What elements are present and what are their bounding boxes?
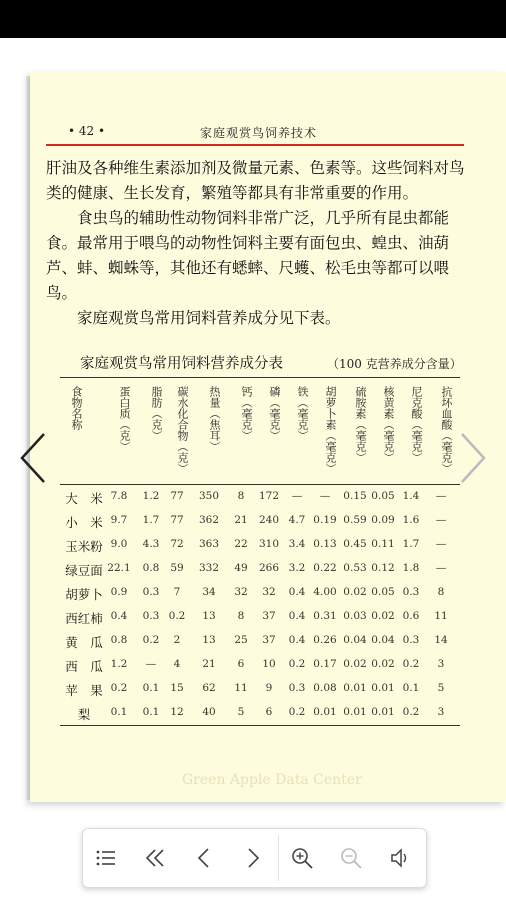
table-cell: 3 — [437, 658, 445, 670]
table-cell: 13 — [202, 610, 216, 622]
table-cell: 7.8 — [110, 490, 128, 502]
table-cell: 0.3 — [402, 634, 420, 646]
column-header: 热量（焦耳） — [208, 386, 221, 452]
table-header-rule — [60, 484, 460, 485]
table-cell: 0.8 — [110, 634, 128, 646]
row-food-name: 胡萝卜 — [65, 587, 103, 602]
row-food-name: 黄 瓜 — [65, 635, 103, 650]
column-header: 胡萝卜素（毫克） — [324, 386, 337, 474]
table-cell: 0.1 — [142, 706, 160, 718]
table-cell: 0.2 — [142, 634, 160, 646]
column-header: 食物名称 — [70, 386, 83, 430]
table-row — [60, 586, 460, 608]
table-cell: 11 — [234, 682, 248, 694]
table-cell: 362 — [198, 514, 220, 526]
first-page-button[interactable] — [138, 841, 172, 875]
table-cell: 0.1 — [402, 682, 420, 694]
table-cell: 0.08 — [313, 682, 337, 694]
table-cell: 0.2 — [402, 658, 420, 670]
table-row — [60, 514, 460, 536]
table-subtitle: （100 克营养成分含量） — [327, 357, 462, 371]
toolbar-divider — [278, 835, 279, 881]
prev-page-icon — [192, 846, 216, 870]
table-cell: — — [145, 658, 157, 670]
table-cell: 32 — [234, 586, 248, 598]
table-cell: 22 — [234, 538, 248, 550]
table-cell: 0.31 — [313, 610, 337, 622]
table-cell: — — [435, 514, 447, 526]
table-cell: 11 — [434, 610, 448, 622]
table-cell: 22.1 — [107, 562, 131, 574]
table-cell: 0.2 — [168, 610, 186, 622]
column-header: 磷（毫克） — [268, 386, 281, 441]
column-header: 蛋白质（克） — [118, 386, 131, 452]
table-cell: 266 — [258, 562, 280, 574]
table-cell: 0.26 — [313, 634, 337, 646]
table-cell: 0.2 — [288, 658, 306, 670]
row-food-name: 小 米 — [65, 515, 103, 530]
table-row — [60, 682, 460, 704]
table-cell: 4.3 — [142, 538, 160, 550]
table-cell: 3 — [437, 706, 445, 718]
table-cell: 350 — [198, 490, 220, 502]
paragraph: 肝油及各种维生素添加剂及微量元素、色素等。这些饲料对鸟类的健康、生长发育，繁殖等都具有非常重要的作用。 — [46, 159, 465, 202]
table-cell: 0.11 — [371, 538, 395, 550]
row-food-name: 玉米粉 — [65, 539, 103, 554]
table-cell: 0.4 — [288, 610, 306, 622]
table-cell: 0.2 — [402, 706, 420, 718]
zoom-in-button[interactable] — [285, 841, 319, 875]
table-cell: 1.4 — [402, 490, 420, 502]
table-cell: 0.1 — [142, 682, 160, 694]
chevron-left-icon — [14, 428, 54, 488]
table-cell: 0.15 — [343, 490, 367, 502]
table-cell: 49 — [234, 562, 248, 574]
table-cell: 0.13 — [313, 538, 337, 550]
prev-page-button[interactable] — [187, 841, 221, 875]
table-cell: 59 — [170, 562, 184, 574]
paragraph: 家庭观赏鸟常用饲料营养成分见下表。 — [77, 309, 341, 327]
next-page-arrow[interactable] — [452, 428, 492, 488]
table-cell: 32 — [262, 586, 276, 598]
row-food-name: 梨 — [77, 707, 91, 722]
next-page-button[interactable] — [236, 841, 270, 875]
table-cell: 37 — [262, 610, 276, 622]
row-food-name: 大 米 — [65, 491, 103, 506]
table-cell: 9.0 — [110, 538, 128, 550]
next-page-icon — [241, 846, 265, 870]
table-cell: 9.7 — [110, 514, 128, 526]
table-cell: 0.59 — [343, 514, 367, 526]
table-cell: 0.02 — [343, 658, 367, 670]
row-food-name: 苹 果 — [65, 683, 103, 698]
table-cell: 4.7 — [288, 514, 306, 526]
table-cell: 62 — [202, 682, 216, 694]
table-cell: 21 — [202, 658, 216, 670]
zoom-out-icon — [339, 846, 363, 870]
table-cell: 0.04 — [371, 634, 395, 646]
column-header: 碳水化合物（克） — [176, 386, 189, 474]
table-cell: 0.01 — [343, 682, 367, 694]
table-cell: 7 — [173, 586, 181, 598]
table-cell: 8 — [437, 586, 445, 598]
table-cell: 25 — [234, 634, 248, 646]
chevron-right-icon — [452, 428, 492, 488]
column-header: 抗坏血酸（毫克） — [440, 386, 453, 474]
table-cell: 1.2 — [142, 490, 160, 502]
list-icon — [94, 846, 118, 870]
zoom-in-icon — [290, 846, 314, 870]
table-cell: 172 — [258, 490, 280, 502]
table-cell: 0.6 — [402, 610, 420, 622]
column-header: 钙（毫克） — [240, 386, 253, 441]
table-cell: 1.7 — [142, 514, 160, 526]
table-cell: 0.02 — [343, 586, 367, 598]
table-cell: 0.03 — [343, 610, 367, 622]
table-cell: 0.9 — [110, 586, 128, 598]
table-cell: 2 — [173, 634, 181, 646]
table-cell: — — [291, 490, 303, 502]
table-top-rule — [60, 377, 460, 378]
table-cell: — — [319, 490, 331, 502]
table-cell: 0.2 — [110, 682, 128, 694]
table-cell: 0.17 — [313, 658, 337, 670]
table-cell: — — [435, 538, 447, 550]
table-cell: — — [435, 490, 447, 502]
table-row — [60, 490, 460, 512]
table-cell: 0.05 — [371, 490, 395, 502]
table-cell: 0.05 — [371, 586, 395, 598]
running-title: 家庭观赏鸟饲养技术 — [200, 126, 318, 140]
table-of-contents-button[interactable] — [89, 841, 123, 875]
table-cell: 34 — [202, 586, 216, 598]
table-row — [60, 634, 460, 656]
column-header: 尼克酸（毫克） — [410, 386, 423, 463]
first-page-icon — [143, 846, 167, 870]
table-cell: 0.45 — [343, 538, 367, 550]
table-cell: 0.3 — [142, 610, 160, 622]
table-cell: 77 — [170, 490, 184, 502]
column-header: 铁（毫克） — [296, 386, 309, 441]
body-text — [46, 156, 466, 331]
column-header: 硫胺素（毫克） — [354, 386, 367, 463]
table-cell: 4.00 — [313, 586, 337, 598]
table-cell: 77 — [170, 514, 184, 526]
table-cell: 0.8 — [142, 562, 160, 574]
table-cell: 0.22 — [313, 562, 337, 574]
table-cell: 5 — [237, 706, 245, 718]
table-cell: 0.3 — [288, 682, 306, 694]
table-row — [60, 538, 460, 560]
column-header: 核黄素（毫克） — [382, 386, 395, 463]
table-cell: 0.12 — [371, 562, 395, 574]
reader-toolbar — [82, 828, 427, 888]
table-cell: 1.2 — [110, 658, 128, 670]
table-row — [60, 610, 460, 632]
table-cell: 72 — [170, 538, 184, 550]
table-cell: 14 — [434, 634, 448, 646]
table-cell: 0.53 — [343, 562, 367, 574]
table-cell: 13 — [202, 634, 216, 646]
table-cell: 0.02 — [371, 610, 395, 622]
table-row — [60, 562, 460, 584]
table-cell: 8 — [237, 490, 245, 502]
table-title: 家庭观赏鸟常用饲料营养成分表 — [80, 356, 283, 372]
table-cell: 0.4 — [288, 586, 306, 598]
table-cell: 240 — [258, 514, 280, 526]
table-cell: 0.19 — [313, 514, 337, 526]
watermark: Green Apple Data Center — [182, 772, 362, 788]
table-cell: 0.01 — [343, 706, 367, 718]
previous-page-arrow[interactable] — [14, 428, 54, 488]
table-cell: 6 — [237, 658, 245, 670]
table-cell: 0.01 — [371, 682, 395, 694]
table-cell: 5 — [437, 682, 445, 694]
header-rule — [46, 144, 464, 146]
table-cell: 40 — [202, 706, 216, 718]
table-cell: 0.3 — [142, 586, 160, 598]
table-cell: 12 — [170, 706, 184, 718]
table-cell: 0.01 — [371, 706, 395, 718]
table-cell: 10 — [262, 658, 276, 670]
table-cell: 0.1 — [110, 706, 128, 718]
table-cell: 3.2 — [288, 562, 306, 574]
running-header — [60, 124, 460, 142]
status-bar — [0, 0, 506, 38]
zoom-out-button[interactable] — [334, 841, 368, 875]
table-cell: 0.3 — [402, 586, 420, 598]
table-cell: 1.6 — [402, 514, 420, 526]
table-cell: 0.01 — [313, 706, 337, 718]
table-cell: 0.4 — [288, 634, 306, 646]
table-cell: 4 — [173, 658, 181, 670]
table-cell: 0.04 — [343, 634, 367, 646]
table-cell: 0.02 — [371, 658, 395, 670]
table-row — [60, 658, 460, 680]
table-cell: 21 — [234, 514, 248, 526]
table-cell: 0.09 — [371, 514, 395, 526]
table-cell: 9 — [265, 682, 273, 694]
paragraph: 食虫鸟的辅助性动物饲料非常广泛，几乎所有昆虫都能食。最常用于喂鸟的动物性饲料主要有面包虫、蝗虫、油葫芦、蚌、蜘蛛等，其他还有蟋蟀、尺蠖、松毛虫等都可以喂鸟。 — [46, 209, 450, 302]
page-number: • 42 • — [68, 124, 106, 138]
table-cell: 310 — [258, 538, 280, 550]
table-cell: 1.7 — [402, 538, 420, 550]
table-cell: — — [435, 562, 447, 574]
table-cell: 37 — [262, 634, 276, 646]
table-row — [60, 706, 460, 728]
table-cell: 6 — [265, 706, 273, 718]
table-cell: 1.8 — [402, 562, 420, 574]
table-cell: 3.4 — [288, 538, 306, 550]
table-cell: 8 — [237, 610, 245, 622]
table-cell: 15 — [170, 682, 184, 694]
row-food-name: 绿豆面 — [65, 563, 103, 578]
speaker-icon — [388, 846, 412, 870]
table-cell: 0.4 — [110, 610, 128, 622]
row-food-name: 西红柿 — [65, 611, 103, 626]
table-cell: 332 — [198, 562, 220, 574]
row-food-name: 西 瓜 — [65, 659, 103, 674]
column-header: 脂肪（克） — [150, 386, 163, 441]
read-aloud-button[interactable] — [383, 841, 417, 875]
table-cell: 363 — [198, 538, 220, 550]
table-cell: 0.2 — [288, 706, 306, 718]
